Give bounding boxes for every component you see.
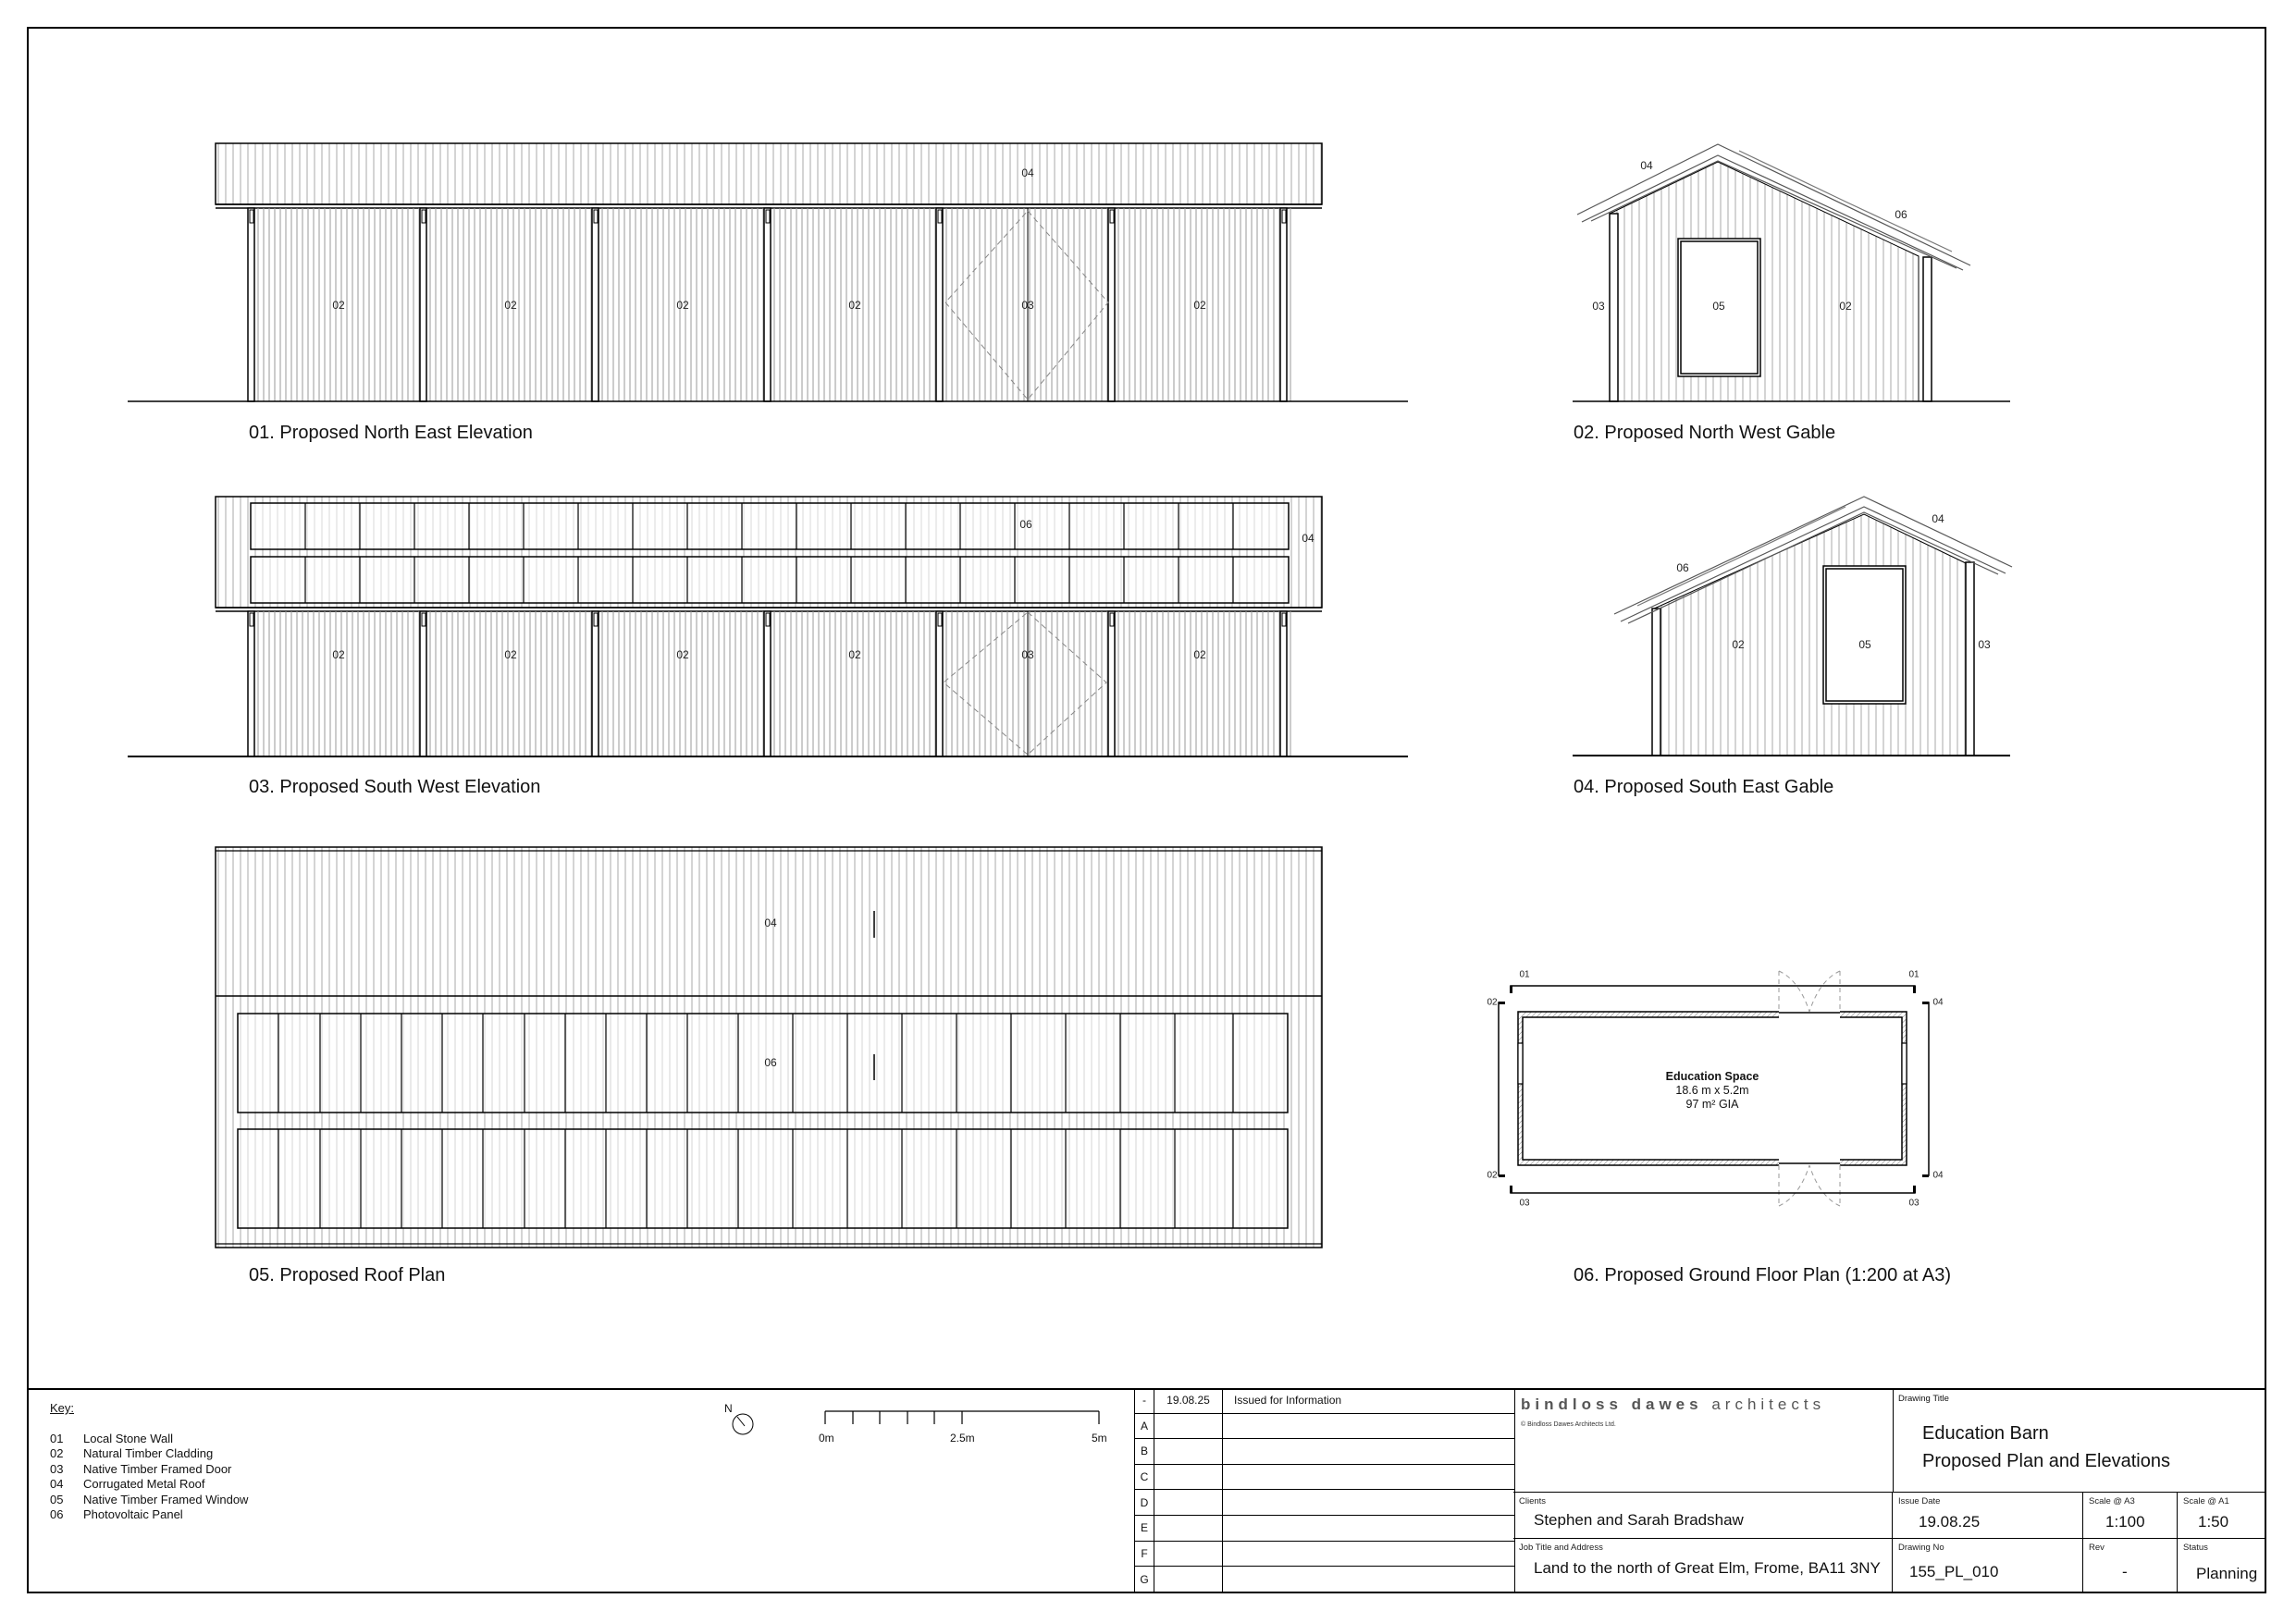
room-area: 97 m² GIA <box>1685 1098 1739 1111</box>
material-tag: 02 <box>1193 648 1206 661</box>
material-tag: 03 <box>1592 300 1605 313</box>
elevation-south-west <box>128 497 1408 756</box>
issue-date-value: 19.08.25 <box>1919 1513 1981 1531</box>
materials-key <box>50 1401 248 1523</box>
material-tag: 05 <box>1712 300 1725 313</box>
view-title-north-west: 02. Proposed North West Gable <box>1574 423 1836 443</box>
section-marker-label: 04 <box>1932 1170 1944 1181</box>
material-tag: 02 <box>1732 638 1745 651</box>
title-divider <box>1893 1388 1894 1492</box>
key-title: Key: <box>50 1401 75 1415</box>
material-tag: 02 <box>848 299 861 312</box>
firm-name: bindloss dawes architects <box>1521 1396 1826 1413</box>
view-title-roof-plan: 05. Proposed Roof Plan <box>249 1265 446 1285</box>
scale-label: 5m <box>1092 1432 1107 1445</box>
room-label <box>1620 1070 1805 1112</box>
material-tag: 06 <box>1019 518 1032 531</box>
material-tag: 04 <box>1021 166 1034 179</box>
drawing-title: Education Barn Proposed Plan and Elevations <box>1922 1423 2170 1471</box>
view-title-south-east: 04. Proposed South East Gable <box>1574 777 1834 797</box>
section-marker-label: 03 <box>1908 1198 1920 1209</box>
material-tag: 06 <box>1895 208 1907 221</box>
revision-row: D <box>1135 1490 1514 1516</box>
material-tag: 03 <box>1021 648 1034 661</box>
view-title-north-east: 01. Proposed North East Elevation <box>249 423 533 443</box>
key-item: 06 Photovoltaic Panel <box>50 1507 183 1521</box>
revision-row: C <box>1135 1465 1514 1491</box>
section-marker-label: 01 <box>1519 969 1530 980</box>
scale-label: 0m <box>819 1432 834 1445</box>
scale-label: 2.5m <box>950 1432 975 1445</box>
section-marker-label: 01 <box>1908 969 1920 980</box>
material-tag: 04 <box>1640 159 1653 172</box>
rev-cell: Rev - <box>2083 1538 2178 1593</box>
scale-a3-cell: Scale @ A3 1:100 <box>2083 1492 2178 1538</box>
key-item: 01 Local Stone Wall <box>50 1431 174 1445</box>
material-tag: 03 <box>1021 299 1034 312</box>
status-cell: Status Planning <box>2178 1538 2266 1593</box>
revision-table <box>1134 1388 1515 1593</box>
drawing-no-cell: Drawing No 155_PL_010 <box>1893 1538 2083 1593</box>
material-tag: 06 <box>764 1056 777 1069</box>
section-marker-label: 02 <box>1487 997 1498 1008</box>
gable-south-east <box>1573 497 2012 756</box>
roof-plan <box>216 847 1322 1248</box>
room-dimensions: 18.6 m x 5.2m <box>1675 1084 1749 1097</box>
firm-copyright: © Bindloss Dawes Architects Ltd. <box>1521 1421 1616 1428</box>
view-title-south-west: 03. Proposed South West Elevation <box>249 777 541 797</box>
rev-value: - <box>2122 1563 2128 1580</box>
key-item: 02 Natural Timber Cladding <box>50 1446 214 1460</box>
material-tag: 06 <box>1676 561 1689 574</box>
scale-a1-cell: Scale @ A1 1:50 <box>2178 1492 2266 1538</box>
section-marker-label: 04 <box>1932 997 1944 1008</box>
revision-row: E <box>1135 1516 1514 1542</box>
material-tag: 04 <box>1932 512 1944 525</box>
drawing-title-label: Drawing Title <box>1898 1394 1949 1404</box>
status-value: Planning <box>2196 1565 2258 1582</box>
north-label: N <box>724 1402 733 1415</box>
scale-a3-value: 1:100 <box>2105 1513 2145 1531</box>
material-tag: 04 <box>1302 532 1315 545</box>
job-value: Land to the north of Great Elm, Frome, BA11 3NY <box>1534 1559 1881 1577</box>
revision-row: F <box>1135 1542 1514 1568</box>
material-tag: 02 <box>332 648 345 661</box>
clients-cell: Clients Stephen and Sarah Bradshaw <box>1513 1492 1893 1538</box>
room-name: Education Space <box>1665 1070 1759 1083</box>
elevation-north-east <box>128 143 1408 401</box>
material-tag: 02 <box>1193 299 1206 312</box>
key-item: 04 Corrugated Metal Roof <box>50 1477 205 1491</box>
material-tag: 02 <box>332 299 345 312</box>
material-tag: 02 <box>676 648 689 661</box>
issue-date-cell: Issue Date 19.08.25 <box>1893 1492 2083 1538</box>
revision-row: A <box>1135 1414 1514 1440</box>
clients-value: Stephen and Sarah Bradshaw <box>1534 1511 1744 1529</box>
material-tag: 05 <box>1858 638 1871 651</box>
material-tag: 02 <box>1839 300 1852 313</box>
drawing-no-value: 155_PL_010 <box>1909 1563 1999 1580</box>
material-tag: 02 <box>504 299 517 312</box>
material-tag: 02 <box>848 648 861 661</box>
key-item: 05 Native Timber Framed Window <box>50 1492 249 1506</box>
revision-row: - 19.08.25 Issued for Information <box>1135 1388 1514 1414</box>
gable-north-west <box>1573 144 2010 401</box>
job-cell: Job Title and Address Land to the north of Great Elm, Frome, BA11 3NY <box>1513 1538 1893 1593</box>
material-tag: 02 <box>676 299 689 312</box>
scale-a1-value: 1:50 <box>2198 1513 2229 1531</box>
view-title-ground-floor-plan: 06. Proposed Ground Floor Plan (1:200 at A3) <box>1574 1265 1952 1285</box>
firm-logo-block <box>1513 1388 1894 1492</box>
material-tag: 03 <box>1978 638 1991 651</box>
material-tag: 04 <box>764 916 777 929</box>
section-marker-label: 03 <box>1519 1198 1530 1209</box>
revision-row: G <box>1135 1567 1514 1592</box>
material-tag: 02 <box>504 648 517 661</box>
section-marker-label: 02 <box>1487 1170 1498 1181</box>
key-item: 03 Native Timber Framed Door <box>50 1461 232 1476</box>
revision-row: B <box>1135 1439 1514 1465</box>
